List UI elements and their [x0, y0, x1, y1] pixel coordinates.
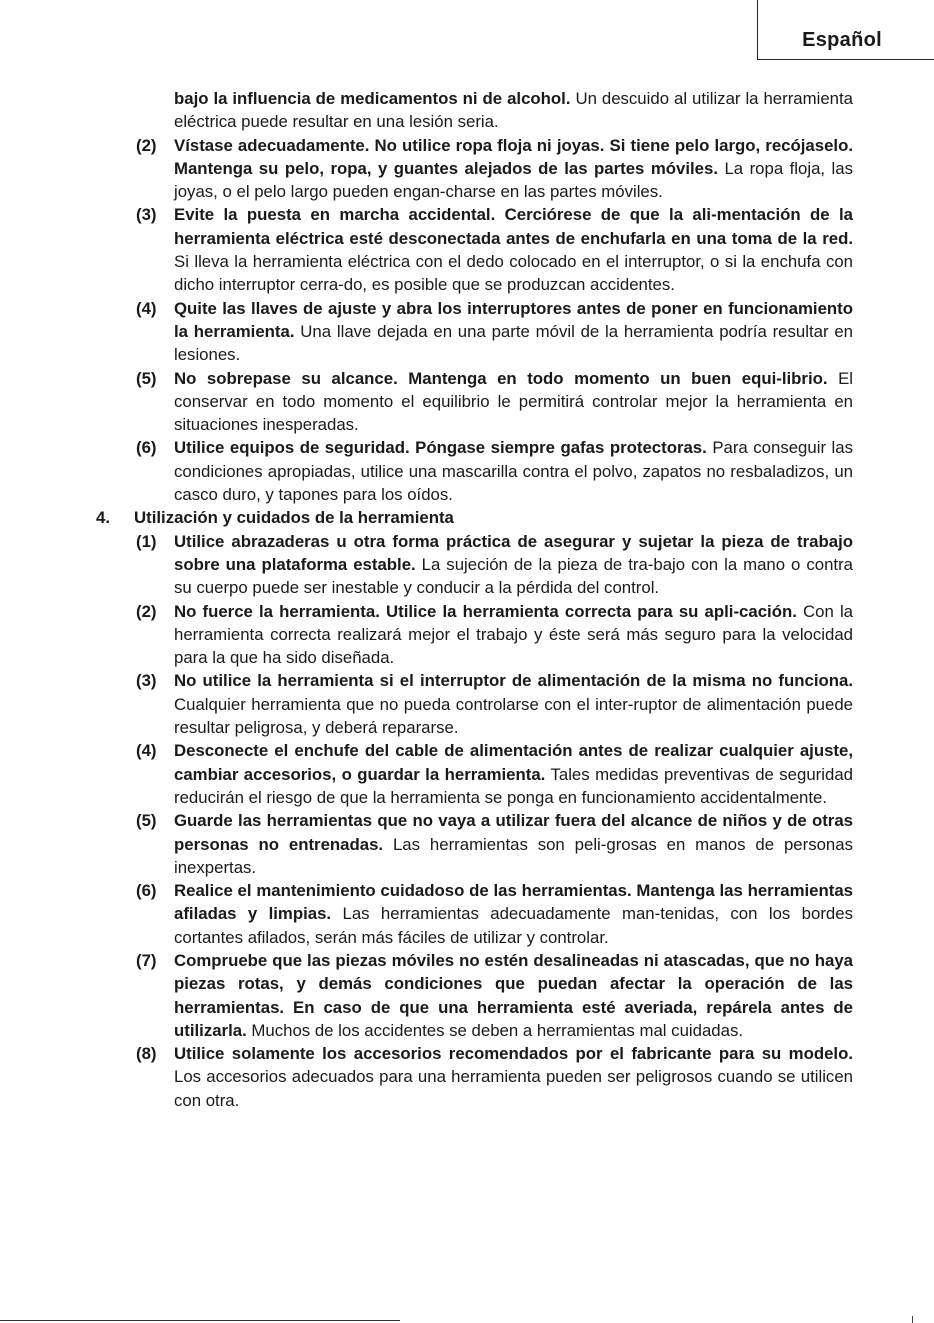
item-text: Los accesorios adecuados para una herramienta pueden ser peligrosos cuando se utilicen con otra. — [174, 1067, 853, 1110]
language-tab — [757, 0, 934, 60]
item-number: (6) — [136, 881, 157, 901]
item-text: La sujeción de la pieza de tra-bajo con la mano o contra su cuerpo puede ser inestable y conducir a la pérdida del control. — [174, 554, 853, 598]
safety-item — [136, 367, 853, 437]
item-number: (5) — [136, 811, 157, 831]
item-bold: Realice el mantenimiento cuidadoso de las herramientas. Mantenga las herramientas afiladas y limpias. — [174, 881, 853, 924]
item-bold: No fuerce la herramienta. Utilice la herramienta correcta para su apli-cación. — [174, 601, 797, 621]
item-text: Tales medidas preventivas de seguridad reducirán el riesgo de que la herramienta se ponga en funcionamiento accidentalmente. — [174, 764, 853, 807]
footer-rule — [0, 1320, 400, 1321]
safety-item — [136, 949, 853, 1042]
intro-bold: bajo la influencia de medicamentos ni de alcohol. — [174, 89, 571, 108]
item-number: (3) — [136, 671, 157, 691]
item-number: (5) — [136, 368, 157, 388]
item-number: (6) — [136, 438, 157, 458]
safety-item — [136, 203, 853, 296]
item-text: La ropa floja, las joyas, o el pelo largo pueden engan-charse en las partes móviles. — [174, 158, 853, 202]
item-number: (4) — [136, 741, 157, 761]
item-bold: Quite las llaves de ajuste y abra los interruptores antes de poner en funcionamiento la herramienta. — [174, 298, 853, 341]
item-number: (2) — [136, 135, 157, 155]
item-number: (4) — [136, 298, 157, 318]
safety-item — [136, 1042, 853, 1112]
safety-item — [136, 134, 853, 204]
section-number: 4. — [96, 508, 110, 528]
language-label: Español — [802, 29, 882, 51]
item-number: (3) — [136, 205, 157, 225]
section-title: Utilización y cuidados de la herramienta — [134, 508, 454, 528]
item-number: (2) — [136, 601, 157, 621]
item-number: (7) — [136, 950, 157, 970]
item-bold: Desconecte el enchufe del cable de alimentación antes de realizar cualquier ajuste, cambiar accesorios, o guardar la herramienta. — [174, 741, 853, 784]
footer-crop-mark — [912, 1316, 913, 1323]
item-bold: No sobrepase su alcance. Mantenga en todo momento un buen equi-librio. — [174, 368, 828, 388]
item-bold: Guarde las herramientas que no vaya a utilizar fuera del alcance de niños y de otras personas no entrenadas. — [174, 811, 853, 854]
item-bold: Utilice abrazaderas u otra forma práctica de asegurar y sujetar la pieza de trabajo sobre una plataforma estable. — [174, 531, 853, 574]
item-bold: Compruebe que las piezas móviles no estén desalineadas ni atascadas, que no haya piezas rotas, y demás condiciones que puedan afectar la operación de las herramientas. En caso de que una herramienta esté averiada, repárela antes de utilizarla. — [174, 950, 853, 1040]
safety-item — [136, 879, 853, 949]
item-bold: Utilice equipos de seguridad. Póngase siempre gafas protectoras. — [174, 438, 707, 458]
manual-body — [0, 87, 934, 1112]
item-text: El conservar en todo momento el equilibrio le permitirá controlar mejor la herramienta en situaciones inesperadas. — [174, 368, 853, 435]
safety-item — [136, 669, 853, 739]
intro-text: Un descuido al utilizar la herramienta eléctrica puede resultar en una lesión seria. — [174, 89, 854, 132]
item-text: Para conseguir las condiciones apropiadas, utilice una mascarilla contra el polvo, zapatos no resbaladizos, un casco duro, y tapones para los oídos. — [174, 438, 853, 505]
item-bold: Vístase adecuadamente. No utilice ropa floja ni joyas. Si tiene pelo largo, recójaselo. Mantenga su pelo, ropa, y guantes alejados de las partes móviles. — [174, 135, 853, 178]
safety-item — [136, 297, 853, 367]
item-bold: Evite la puesta en marcha accidental. Cerciórese de que la ali-mentación de la herramienta eléctrica esté desconectada antes de enchufarla en una toma de la red. — [174, 205, 853, 248]
item-text: Cualquier herramienta que no pueda controlarse con el inter-ruptor de alimentación puede resultar peligrosa, y deberá repararse. — [174, 694, 853, 738]
intro-paragraph — [174, 87, 853, 134]
safety-item — [136, 809, 853, 879]
item-text: Las herramientas son peli-grosas en manos de personas inexpertas. — [174, 834, 853, 877]
item-bold: No utilice la herramienta si el interruptor de alimentación de la misma no funciona. — [174, 671, 853, 691]
safety-item — [136, 600, 854, 670]
safety-item — [136, 436, 853, 506]
item-text: Las herramientas adecuadamente man-tenidas, con los bordes cortantes afilados, serán más fáciles de utilizar y controlar. — [174, 904, 853, 947]
item-number: (8) — [136, 1044, 157, 1064]
item-text: Si lleva la herramienta eléctrica con el dedo colocado en el interruptor, o si la enchufa con dicho interruptor cerra-do, es posible que se produzcan accidentes. — [174, 252, 853, 295]
item-text: Con la herramienta correcta realizará mejor el trabajo y éste será más seguro para la velocidad para la que ha sido diseñada. — [174, 601, 854, 668]
item-bold: Utilice solamente los accesorios recomendados por el fabricante para su modelo. — [174, 1044, 853, 1064]
item-text: Muchos de los accidentes se deben a herramientas mal cuidadas. — [246, 1020, 744, 1040]
safety-item — [136, 739, 853, 809]
item-text: Una llave dejada en una parte móvil de la herramienta podría resultar en lesiones. — [174, 321, 853, 365]
items-list-a — [0, 134, 934, 507]
section-heading — [96, 506, 934, 529]
safety-item — [136, 530, 853, 600]
items-list-b — [0, 530, 934, 1112]
item-number: (1) — [136, 531, 157, 551]
